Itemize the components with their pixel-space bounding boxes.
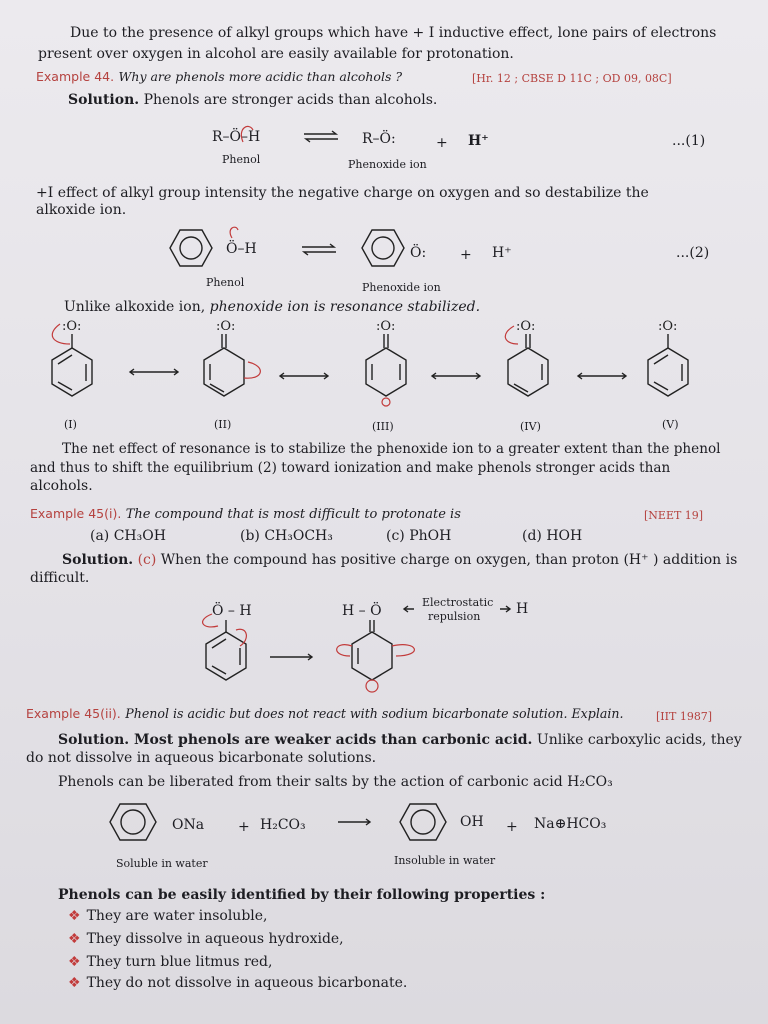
intro-line-1: Due to the presence of alkyl groups which have + I inductive effect, lone pairs of electrons	[70, 25, 717, 41]
eq1-phenoxide-label: Phenoxide ion	[348, 158, 427, 171]
resonance-structure-I	[52, 319, 92, 396]
eq-h2co3: H₂CO₃	[260, 817, 306, 833]
bullet-icon: ❖	[68, 908, 81, 924]
example-44-label: Example 44.	[36, 69, 115, 84]
protonated-ring-right	[330, 596, 440, 696]
oxygen-III: :O:	[376, 319, 396, 334]
benzene-ring-icon	[106, 800, 166, 846]
example-45i-label: Example 45(i).	[30, 506, 122, 521]
solution-heading: Solution. Most phenols are weaker acids than carbonic acid.	[58, 732, 533, 748]
oxygen-II: :O:	[216, 319, 236, 334]
property-text: They are water insoluble,	[86, 908, 268, 924]
oxygen-IV: :O:	[516, 319, 536, 334]
example-45ii-header	[26, 705, 624, 723]
equilibrium-arrow-icon	[302, 130, 342, 144]
resonance-structure-V	[648, 319, 688, 396]
repulsion-arrow-left-icon	[400, 604, 420, 614]
right-oh-group: H – Ö	[342, 603, 382, 619]
bullet-icon: ❖	[68, 931, 81, 947]
property-text: They do not dissolve in aqueous bicarbonate.	[86, 975, 408, 991]
resonance-structure-II	[204, 319, 260, 396]
example-45ii-label: Example 45(ii).	[26, 706, 121, 721]
curved-arrow-icon	[226, 222, 246, 242]
resonance-label-4: (IV)	[520, 420, 541, 433]
eq2-plus: +	[460, 247, 472, 263]
property-item	[68, 931, 344, 947]
eq2-number: ...(2)	[676, 245, 710, 261]
solution-text-2: do not dissolve in aqueous bicarbonate solutions.	[26, 750, 377, 766]
resonance-label-5: (V)	[662, 418, 679, 431]
eq2-oxide: Ö:	[410, 245, 427, 261]
eq1-phenol-label: Phenol	[222, 153, 261, 166]
example-45ii-solution	[58, 731, 742, 749]
net-effect-line-1: The net effect of resonance is to stabilize the phenoxide ion to a greater extent than the phenol	[62, 441, 721, 457]
option-c: (c) PhOH	[386, 528, 452, 544]
bullet-icon: ❖	[68, 975, 81, 991]
proton-symbol: H	[516, 601, 529, 617]
benzene-ring-icon	[160, 224, 220, 274]
eq-oh: OH	[460, 814, 484, 830]
resonance-label-2: (II)	[214, 418, 232, 431]
unlike-italic: phenoxide ion is resonance stabilized.	[209, 299, 481, 315]
effect-line-1: +I effect of alkyl group intensity the negative charge on oxygen and so destabilize the	[36, 185, 649, 201]
solution-heading: Solution.	[62, 552, 134, 568]
solution-text: Phenols are stronger acids than alcohols.	[143, 92, 438, 108]
resonance-label-1: (I)	[64, 418, 77, 431]
example-45ii-question: Phenol is acidic but does not react with sodium bicarbonate solution. Explain.	[125, 706, 624, 721]
liberated-line: Phenols can be liberated from their salts by the action of carbonic acid H₂CO₃	[58, 774, 613, 790]
example-45i-ref: [NEET 19]	[644, 509, 704, 522]
resonance-structures	[30, 314, 730, 424]
eq-plus-1: +	[238, 819, 250, 835]
example-45i-question: The compound that is most difficult to protonate is	[125, 507, 461, 522]
property-item	[68, 954, 272, 970]
repulsion-label-top: Electrostatic	[422, 596, 494, 609]
eq2-phenoxide-label: Phenoxide ion	[362, 281, 441, 294]
soluble-label: Soluble in water	[116, 857, 208, 870]
option-b: (b) CH₃OCH₃	[240, 528, 333, 544]
phenol-ring-left	[190, 596, 270, 686]
eq2-phenol-label: Phenol	[206, 276, 245, 289]
option-d: (d) HOH	[522, 528, 583, 544]
eq-ona: ONa	[172, 817, 205, 833]
benzene-ring-icon	[396, 800, 456, 846]
benzene-ring-icon	[352, 224, 412, 274]
insoluble-label: Insoluble in water	[394, 854, 496, 867]
effect-line-2: alkoxide ion.	[36, 202, 127, 218]
property-text: They turn blue litmus red,	[86, 954, 273, 970]
eq-plus-2: +	[506, 819, 518, 835]
example-45i-solution	[62, 551, 737, 569]
example-45i-header	[30, 505, 461, 524]
option-a: (a) CH₃OH	[90, 528, 166, 544]
resonance-label-3: (III)	[372, 420, 394, 433]
intro-line-2: present over oxygen in alcohol are easily available for protonation.	[38, 46, 514, 62]
repulsion-label-bottom: repulsion	[428, 610, 481, 623]
resonance-structure-III	[366, 319, 406, 406]
unlike-text: Unlike alkoxide ion,	[64, 299, 206, 315]
eq-salt: Na⊕HCO₃	[534, 816, 607, 832]
solution-text: Unlike carboxylic acids, they	[536, 732, 742, 748]
reaction-arrow-icon	[336, 817, 376, 827]
eq1-number: ...(1)	[672, 133, 706, 149]
solution-text: When the compound has positive charge on oxygen, than proton (H⁺ ) addition is	[160, 552, 738, 568]
eq1-lhs: R–Ö–H	[212, 129, 261, 145]
eq1-plus: +	[436, 135, 448, 151]
solution-heading: Solution.	[68, 92, 140, 108]
solution-text-2: difficult.	[30, 570, 90, 586]
example-44-solution	[68, 91, 437, 109]
oxygen-I: :O:	[62, 319, 82, 334]
net-effect-line-2: and thus to shift the equilibrium (2) toward ionization and make phenols stronger acids than	[30, 460, 671, 476]
net-effect-line-3: alcohols.	[30, 478, 93, 494]
bullet-icon: ❖	[68, 954, 81, 970]
eq1-proton: H⁺	[468, 133, 489, 149]
properties-heading: Phenols can be easily identified by their following properties :	[58, 887, 546, 903]
left-oh-group: Ö – H	[212, 603, 252, 619]
oxygen-V: :O:	[658, 319, 678, 334]
solution-answer: (c)	[137, 552, 157, 568]
example-44-header	[36, 68, 402, 86]
eq2-oh: Ö–H	[226, 241, 257, 257]
property-item	[68, 908, 268, 924]
example-44-question: Why are phenols more acidic than alcohols ?	[118, 69, 403, 84]
example-44-ref: [Hr. 12 ; CBSE D 11C ; OD 09, 08C]	[472, 72, 672, 85]
example-45ii-ref: [IIT 1987]	[656, 710, 713, 723]
eq2-proton: H⁺	[492, 245, 512, 261]
repulsion-arrow-right-icon	[498, 604, 518, 614]
property-item	[68, 975, 407, 991]
eq1-rhs: R–Ö:	[362, 131, 396, 147]
equilibrium-arrow-icon	[300, 243, 340, 257]
resonance-structure-IV	[505, 319, 548, 396]
property-text: They dissolve in aqueous hydroxide,	[86, 931, 344, 947]
reaction-arrow-icon	[268, 652, 318, 662]
